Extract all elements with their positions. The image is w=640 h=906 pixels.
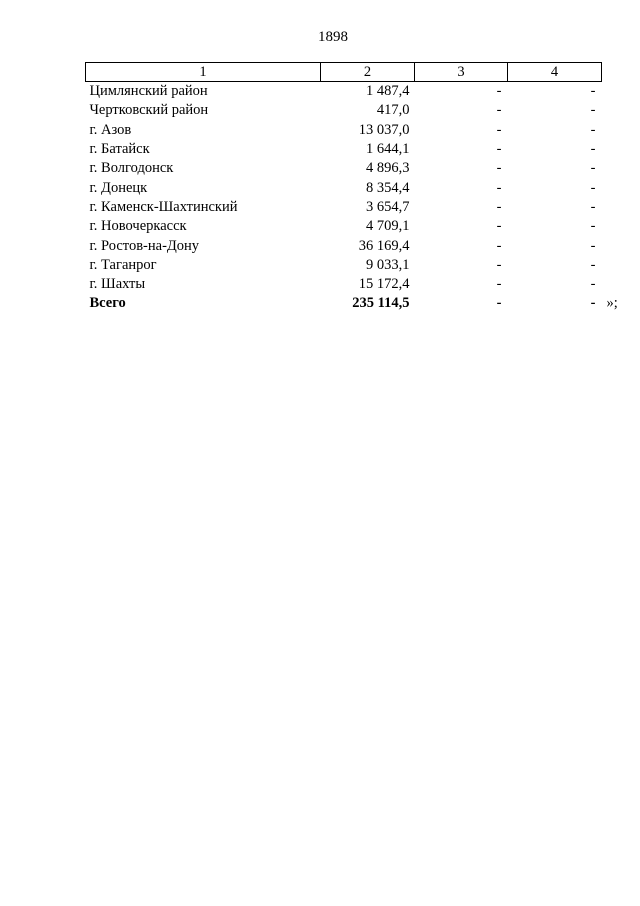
row-col3: - — [496, 121, 502, 138]
row-col3: - — [496, 276, 502, 293]
total-label: Всего — [89, 295, 126, 312]
row-name: г. Новочеркасск — [89, 218, 187, 235]
table-row — [86, 217, 602, 236]
row-col4: - — [590, 198, 596, 215]
row-col3: - — [496, 83, 502, 100]
row-name: г. Таганрог — [89, 256, 157, 273]
row-value: 9 033,1 — [366, 256, 410, 273]
total-value: 235 114,5 — [352, 295, 410, 312]
row-col3: - — [496, 141, 502, 158]
row-value: 15 172,4 — [358, 276, 410, 293]
table-row — [86, 275, 602, 294]
total-col4: - — [590, 295, 596, 312]
row-value: 1 487,4 — [366, 83, 410, 100]
total-col4-cell — [508, 294, 618, 313]
row-name: г. Батайск — [89, 141, 150, 158]
row-col4: - — [590, 218, 596, 235]
total-col3: - — [496, 295, 502, 312]
row-col4: - — [590, 102, 596, 119]
row-name: г. Шахты — [89, 276, 146, 293]
row-name: Цимлянский район — [89, 83, 208, 100]
row-col3: - — [496, 160, 502, 177]
row-value: 4 896,3 — [366, 160, 410, 177]
row-col3: - — [496, 179, 502, 196]
row-col3: - — [496, 237, 502, 254]
column-header-4: 4 — [508, 63, 602, 82]
row-col4: - — [590, 256, 596, 273]
row-name: г. Азов — [89, 121, 132, 138]
row-name: г. Волгодонск — [89, 160, 174, 177]
table-row — [86, 256, 602, 275]
row-value: 8 354,4 — [366, 179, 410, 196]
row-col4: - — [590, 237, 596, 254]
row-col3: - — [496, 256, 502, 273]
table-row — [86, 140, 602, 159]
table-row — [86, 236, 602, 255]
column-header-3: 3 — [415, 63, 508, 82]
row-value: 417,0 — [376, 102, 410, 119]
row-col3: - — [496, 218, 502, 235]
row-name: г. Ростов-на-Дону — [89, 237, 200, 254]
row-col4: - — [590, 160, 596, 177]
column-header-2: 2 — [321, 63, 415, 82]
table-row — [86, 198, 602, 217]
page-number: 1898 — [318, 29, 348, 45]
closing-quote: »; — [606, 295, 618, 312]
total-row — [86, 294, 602, 313]
row-value: 3 654,7 — [366, 198, 410, 215]
budget-table — [85, 62, 618, 314]
row-value: 36 169,4 — [358, 237, 410, 254]
table-header-row — [86, 63, 602, 82]
row-value: 1 644,1 — [366, 141, 410, 158]
row-name: г. Донецк — [89, 179, 148, 196]
row-col4: - — [590, 121, 596, 138]
row-col3: - — [496, 102, 502, 119]
table-row — [86, 121, 602, 140]
row-name: Чертковский район — [89, 102, 209, 119]
row-col4: - — [590, 141, 596, 158]
column-header-1: 1 — [86, 63, 321, 82]
table-row — [86, 82, 602, 102]
table-row — [86, 178, 602, 197]
table-row — [86, 101, 602, 120]
row-name: г. Каменск-Шахтинский — [89, 198, 238, 215]
row-col4: - — [590, 276, 596, 293]
table-row — [86, 159, 602, 178]
row-col3: - — [496, 198, 502, 215]
row-value: 13 037,0 — [358, 121, 410, 138]
row-value: 4 709,1 — [366, 218, 410, 235]
row-col4: - — [590, 83, 596, 100]
row-col4: - — [590, 179, 596, 196]
